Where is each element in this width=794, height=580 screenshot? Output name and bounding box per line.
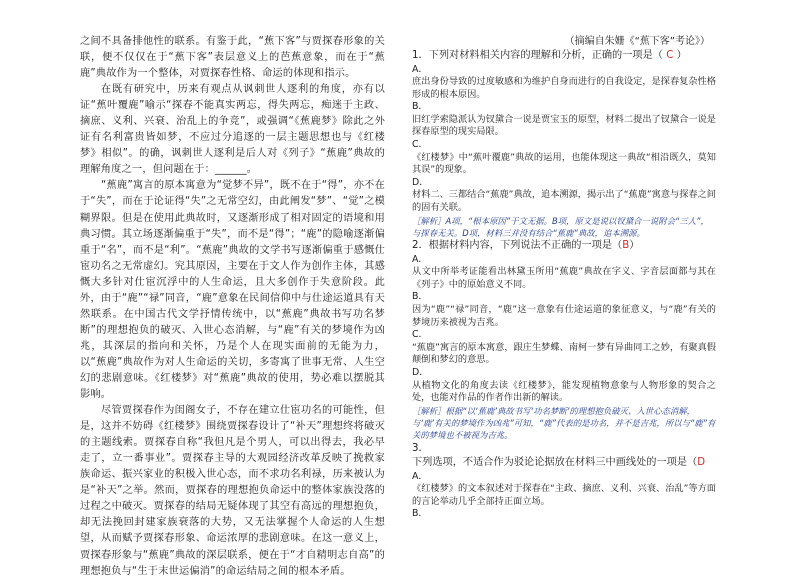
option-label: B． xyxy=(412,291,428,303)
question-2-stem-end: ） xyxy=(629,240,640,252)
option-text: 材料二、三都结合“蕉鹿”典故，追本溯源，揭示出了“蕉鹿”寓意与探春之间的固有关联。 xyxy=(412,189,716,214)
question-number: 3． xyxy=(412,442,429,454)
question-2-text: 2．根据材料内容，下列说法不正确的一项是（ xyxy=(412,240,623,252)
option-text: “蕉鹿”寓言的原本寓意，跟庄生梦蝶、南柯一梦有异曲同工之妙，有聚真假颠倒和梦幻的意思。 xyxy=(412,341,716,366)
option-label: A． xyxy=(412,63,428,75)
option-label: B． xyxy=(412,101,428,113)
option-label: B． xyxy=(412,508,428,520)
question-1-text: 1．下列对材料相关内容的理解和分析，正确的一项是（ xyxy=(412,50,663,61)
question-3-text: 下列选项，不适合作为驳论论据放在材料三中画线处的一项是（ xyxy=(412,457,698,469)
question-stem xyxy=(412,239,716,254)
option-text: 因为“鹿”“禄”同音，“鹿”这一意象有仕途运道的象征意义，与“鹿”有关的梦境历来被视为吉兆。 xyxy=(412,303,716,328)
option-label: A． xyxy=(412,470,428,482)
question-3-answer: D xyxy=(697,457,706,469)
option-label: A． xyxy=(412,253,428,265)
right-column xyxy=(412,34,716,521)
analysis-note: ［解析］A项，“根本原因”于文无据。B项，原文是说以钗黛合一说附会“三人”，与探春无关。D项，材料三并没有结合“蕉鹿”典故，追本溯源。 xyxy=(412,215,709,238)
option-text: 《红楼梦》的文本叙述对于探春在“主政、摘庶、义利、兴衰、治乱”等方面的言论举动几乎全部持正面立场。 xyxy=(412,482,716,507)
option-text: 《红楼梦》中“蕉叶覆鹿”典故的运用，也能体现这一典故“相沿既久，莫知其误”的现象。 xyxy=(412,151,716,176)
question-1-answer: C xyxy=(666,50,674,61)
option-text: 从植物文化的角度去读《红楼梦》，能发现植物意象与人物形象的契合之处，也能对作品的作者作出新的解读。 xyxy=(412,379,716,404)
passage-paragraph-4: 尽管贾探春作为闺阁女子，不存在建立仕宦功名的可能性，但是，这并不妨碍《红楼梦》围绕贾探春设计了“补天”理想终将破灭的主题线索。贾探春自称“我但凡是个男人，可以出得去，我必早走了，立一番事业”。贾探春主导的大观园经济改革反映了挽救家族命运、振兴家业的积极入世心态，而不求功名利禄，历来被认为是“补天”之举。然而，贾探春的理想抱负命运中的整体家族没落的过程之中破灭。贾探春的结局无疑体现了其空有高远的理想抱负，却无法挽回封建家族衰落的大势，又无法掌握个人命运的人生想望，从而赋予贾探春形象、命运浓厚的悲剧意味。在这一意义上，贾探春形象与“蕉鹿”典故的深层联系，便在于“才自精明志自高”的理想抱负与“生于末世运偏消”的命运结局之间的根本矛盾。 xyxy=(80,405,385,577)
question-3 xyxy=(412,442,716,521)
option-text: 旧红学索隐派认为钗黛合一说是贾宝玉的原型，材料二提出了钗黛合一说是探春原型的现实局限。 xyxy=(412,113,716,138)
analysis-note: ［解析］根据“以‘蕉鹿’典故书写‘功名梦断’的理想抱负破灭、入世心态消解，与‘鹿’有关的梦境作为凶兆”可知，“鹿”代表的是功名，并不是吉兆，所以与“鹿”有关的梦境也不被视为吉兆。 xyxy=(412,405,716,441)
option-text: 从文中所举考证能看出林黛玉所用“蕉鹿”典故在字义、字音层面都与其在《列子》中的原始意义不同。 xyxy=(412,266,716,290)
question-stem xyxy=(412,456,716,471)
option-text: 庶出身份导致的过度敏感和为维护自身而进行的自我设定，是探春复杂性格形成的根本原因。 xyxy=(412,75,716,100)
option-label: C． xyxy=(412,139,428,151)
passage-paragraph-3: “蕉鹿”寓言的原本寓意为“觉梦不异”，既不在于“得”，亦不在于“失”，而在于论证得“失”之无常空幻，由此阐发“梦”、“觉”之模糊界限。但是在使用此典故时，又逐渐形成了相对固定的语境和用典习惯。其立场逐渐偏重于“失”，而不是“得”；“鹿”的隐喻逐渐偏重于“名”，而不是“利”。“蕉鹿”典故的文学书写逐渐偏重于感慨仕宦功名之无常虚幻。究其原因，主要在于文人作为创作主体，其感慨大多针对仕宦沉浮中的人生命运，且大多创作于失意阶段。此外，由于“鹿”“禄”同音，“鹿”意象在民间信仰中与仕途运道具有天然联系。在中国古代文学抒情传统中，以“蕉鹿”典故书写功名梦断”的理想抱负的破灭、入世心态消解，与“鹿”有关的梦境作为凶兆，其深层的指向和关怀，乃是个人在现实面前的无能为力，以“蕉鹿”典故作为对人生命运的关切，多寄寓了世事无常、人生空幻的悲剧意味。《红楼梦》对“蕉鹿”典故的使用，势必难以摆脱其影响。 xyxy=(80,180,385,401)
option-label: D． xyxy=(412,367,429,379)
passage-paragraph-2: 在既有研究中，历来有观点从讽刺世人逐利的角度，亦有以证“蕉叶覆鹿”喻示“探春不能真实两忘，得失两忘，痴迷于主政、摘庶、义利、兴衰、治乱上的争竞”，或强调“《蕉鹿梦》除此之外证有名利富贵皆如梦，不应过分追逐的一层主题思想也与《红楼梦》相似”。的确，讽刺世人逐利是后人对《列子》“蕉鹿”典故的理解角度之一，但问题在于：______。 xyxy=(80,84,385,176)
question-2 xyxy=(412,239,716,441)
question-1-stem-end: ） xyxy=(676,50,687,61)
question-2-answer: B xyxy=(622,240,630,252)
left-column xyxy=(80,34,385,580)
option-label: C． xyxy=(412,329,428,341)
question-1 xyxy=(412,49,716,239)
passage-paragraph-1: 之间不具备排他性的联系。有鉴于此，“蕉下客”与贾探春形象的关联，便不仅仅在于“蕉下客”表层意义上的芭蕉意象，而在于“蕉鹿”典故作为一个整体，对贾探春性格、命运的体现和指示。 xyxy=(80,36,385,80)
option-label: D． xyxy=(412,176,429,188)
source-citation: （摘编自朱姗《“蕉下客”考论》） xyxy=(564,36,710,47)
question-stem xyxy=(412,49,716,64)
